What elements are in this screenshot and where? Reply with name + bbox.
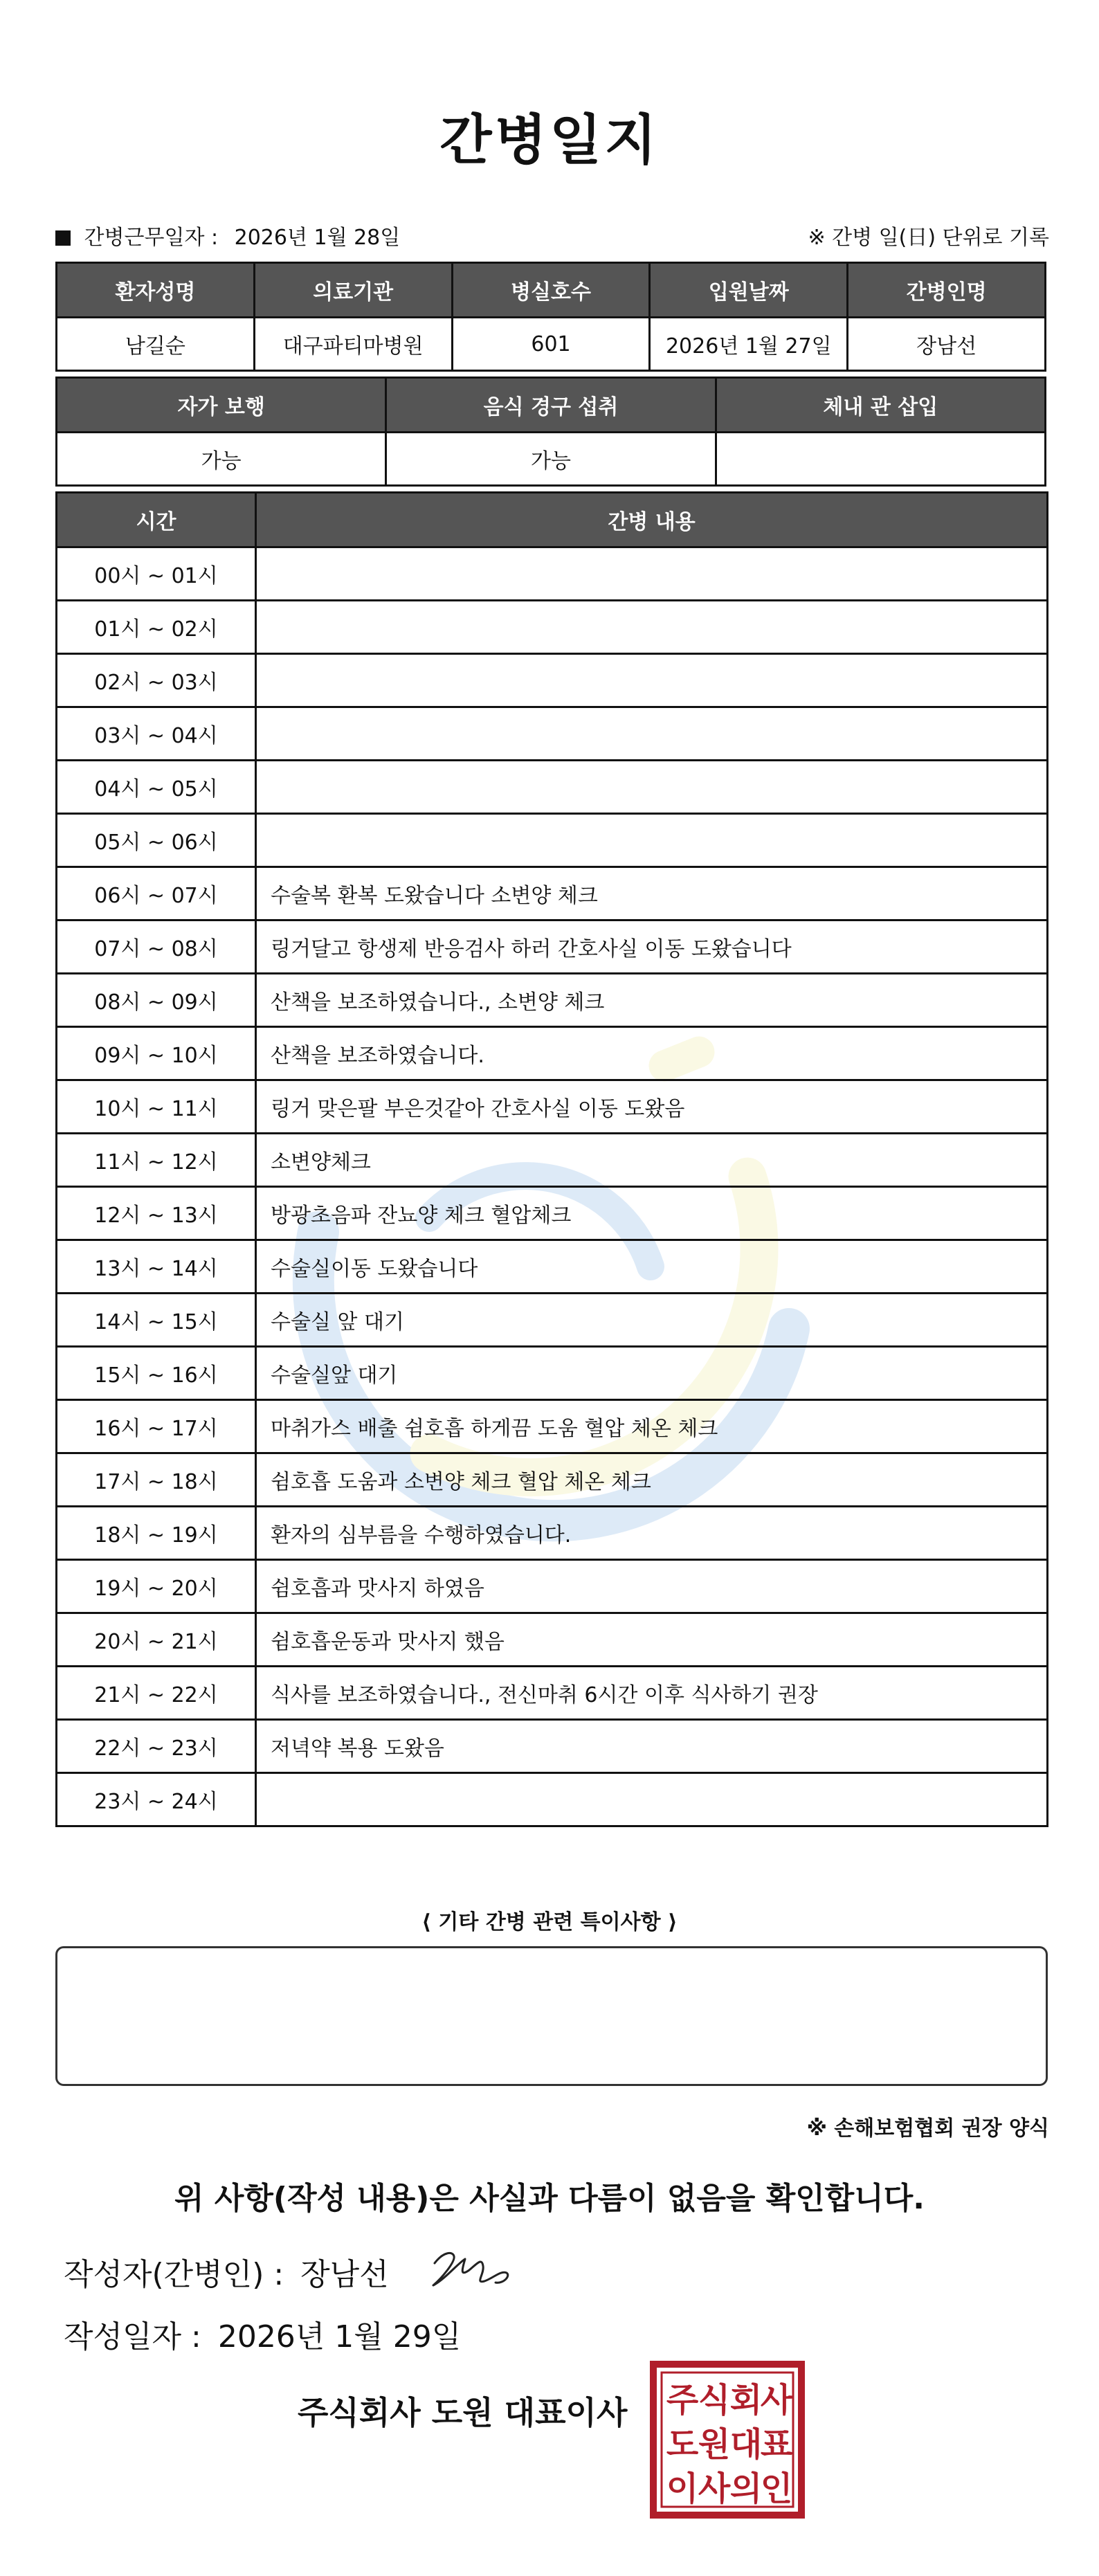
document-title: 간병일지 (439, 109, 660, 172)
table-row (57, 1453, 1048, 1507)
time-cell: 18시 ~ 19시 (57, 1507, 256, 1560)
table-row (57, 1347, 1048, 1400)
content-cell: 산책을 보조하였습니다., 소변양 체크 (256, 974, 1048, 1027)
time-cell: 05시 ~ 06시 (57, 814, 256, 867)
table-row (57, 1773, 1048, 1826)
abilities-table (55, 377, 1046, 487)
care-log-table (55, 491, 1048, 1827)
svg-text:원: 원 (698, 2425, 731, 2464)
table-header-row (57, 378, 1046, 433)
writer-label: 작성자(간병인) : (64, 2257, 284, 2292)
content-cell: 링거달고 항생제 반응검사 하러 간호사실 이동 도왔습니다 (256, 920, 1048, 974)
content-cell (256, 547, 1048, 601)
time-cell: 11시 ~ 12시 (57, 1134, 256, 1187)
special-notes-box (55, 1946, 1048, 2086)
content-cell: 쉼호흡 도움과 소변양 체크 혈압 체온 체크 (256, 1453, 1048, 1507)
content-cell: 수술실 앞 대기 (256, 1294, 1048, 1347)
time-cell: 06시 ~ 07시 (57, 867, 256, 920)
content-cell (256, 814, 1048, 867)
table-row (57, 1667, 1048, 1720)
svg-text:의: 의 (729, 2469, 763, 2508)
admission-date: 2026년 1월 27일 (650, 318, 848, 371)
content-cell: 산책을 보조하였습니다. (256, 1027, 1048, 1080)
content-cell: 소변양체크 (256, 1134, 1048, 1187)
header-self-walking: 자가 보행 (57, 378, 386, 433)
header-care-content: 간병 내용 (256, 493, 1048, 547)
time-cell: 01시 ~ 02시 (57, 601, 256, 654)
time-cell: 17시 ~ 18시 (57, 1453, 256, 1507)
time-cell: 20시 ~ 21시 (57, 1613, 256, 1667)
table-row (57, 1240, 1048, 1294)
content-cell (256, 761, 1048, 814)
header-hospital: 의료기관 (254, 263, 452, 318)
table-row (57, 1720, 1048, 1773)
table-row (57, 920, 1048, 974)
handwritten-signature (429, 2242, 519, 2298)
header-time: 시간 (57, 493, 256, 547)
content-cell (256, 654, 1048, 707)
table-row (57, 761, 1048, 814)
svg-text:표: 표 (760, 2425, 793, 2464)
time-cell: 13시 ~ 14시 (57, 1240, 256, 1294)
time-cell: 00시 ~ 01시 (57, 547, 256, 601)
write-date-label: 작성일자 : (64, 2319, 201, 2355)
time-cell: 08시 ~ 09시 (57, 974, 256, 1027)
content-cell: 환자의 심부름을 수행하였습니다. (256, 1507, 1048, 1560)
time-cell: 21시 ~ 22시 (57, 1667, 256, 1720)
table-row (57, 1400, 1048, 1453)
time-cell: 02시 ~ 03시 (57, 654, 256, 707)
table-row (57, 814, 1048, 867)
time-cell: 14시 ~ 15시 (57, 1294, 256, 1347)
header-room-number: 병실호수 (452, 263, 650, 318)
table-row (57, 433, 1046, 486)
confirmation-statement: 위 사항(작성 내용)은 사실과 다름이 없음을 확인합니다. (174, 2181, 925, 2216)
svg-text:사: 사 (760, 2381, 793, 2420)
header-patient-name: 환자성명 (57, 263, 255, 318)
work-date-value: 2026년 1월 28일 (234, 226, 401, 250)
patient-name: 남길순 (57, 318, 255, 371)
time-cell: 12시 ~ 13시 (57, 1187, 256, 1240)
svg-text:대: 대 (729, 2425, 763, 2464)
time-cell: 03시 ~ 04시 (57, 707, 256, 761)
work-date-label: 간병근무일자 : (84, 226, 219, 250)
content-cell: 식사를 보조하였습니다., 전신마취 6시간 이후 식사하기 권장 (256, 1667, 1048, 1720)
table-row (57, 1507, 1048, 1560)
header-caregiver-name: 간병인명 (848, 263, 1046, 318)
svg-text:이: 이 (666, 2469, 699, 2508)
svg-text:주: 주 (666, 2381, 699, 2420)
room-number: 601 (452, 318, 650, 371)
table-row (57, 318, 1046, 371)
content-cell (256, 707, 1048, 761)
table-row (57, 867, 1048, 920)
writer-line (64, 2249, 389, 2294)
table-row (57, 1080, 1048, 1134)
work-date-line (55, 220, 400, 251)
table-row (57, 1294, 1048, 1347)
content-cell (256, 1773, 1048, 1826)
content-cell: 쉼호흡운동과 맛사지 했음 (256, 1613, 1048, 1667)
square-bullet-icon (55, 230, 71, 246)
content-cell: 수술실앞 대기 (256, 1347, 1048, 1400)
write-date-value: 2026년 1월 29일 (217, 2319, 462, 2355)
special-notes-title: ⟨ 기타 간병 관련 특이사항 ⟩ (421, 1910, 678, 1934)
header-admission-date: 입원날짜 (650, 263, 848, 318)
content-cell: 저녁약 복용 도왔음 (256, 1720, 1048, 1773)
time-cell: 10시 ~ 11시 (57, 1080, 256, 1134)
svg-text:사: 사 (698, 2469, 731, 2508)
table-row (57, 1560, 1048, 1613)
time-cell: 07시 ~ 08시 (57, 920, 256, 974)
tube-insertion-value (716, 433, 1045, 486)
svg-text:인: 인 (760, 2469, 793, 2508)
table-row (57, 1187, 1048, 1240)
content-cell: 수술복 환복 도왔습니다 소변양 체크 (256, 867, 1048, 920)
time-cell: 15시 ~ 16시 (57, 1347, 256, 1400)
header-oral-intake: 음식 경구 섭취 (386, 378, 716, 433)
svg-text:식: 식 (698, 2381, 731, 2420)
time-cell: 04시 ~ 05시 (57, 761, 256, 814)
svg-text:도: 도 (666, 2425, 699, 2464)
time-cell: 22시 ~ 23시 (57, 1720, 256, 1773)
svg-text:회: 회 (729, 2381, 763, 2420)
table-row (57, 1027, 1048, 1080)
table-row (57, 547, 1048, 601)
time-cell: 23시 ~ 24시 (57, 1773, 256, 1826)
write-date-line (64, 2312, 461, 2356)
content-cell (256, 601, 1048, 654)
table-row (57, 1134, 1048, 1187)
time-cell: 16시 ~ 17시 (57, 1400, 256, 1453)
content-cell: 마취가스 배출 쉼호흡 하게끔 도움 혈압 체온 체크 (256, 1400, 1048, 1453)
table-row (57, 601, 1048, 654)
company-seal-stamp (649, 2360, 806, 2519)
content-cell: 방광초음파 잔뇨양 체크 혈압체크 (256, 1187, 1048, 1240)
hospital-name: 대구파티마병원 (254, 318, 452, 371)
content-cell: 수술실이동 도왔습니다 (256, 1240, 1048, 1294)
company-representative: 주식회사 도원 대표이사 (298, 2394, 628, 2431)
table-row (57, 654, 1048, 707)
time-cell: 19시 ~ 20시 (57, 1560, 256, 1613)
writer-name: 장남선 (300, 2257, 389, 2292)
header-tube-insertion: 체내 관 삽입 (716, 378, 1045, 433)
table-header-row (57, 493, 1048, 547)
content-cell: 쉼호흡과 맛사지 하였음 (256, 1560, 1048, 1613)
time-cell: 09시 ~ 10시 (57, 1027, 256, 1080)
table-row (57, 1613, 1048, 1667)
caregiver-name: 장남선 (848, 318, 1046, 371)
self-walking-value: 가능 (57, 433, 386, 486)
form-note: ※ 손해보험협회 권장 양식 (806, 2116, 1049, 2141)
oral-intake-value: 가능 (386, 433, 716, 486)
patient-info-table (55, 262, 1046, 372)
content-cell: 링거 맞은팔 부은것같아 간호사실 이동 도왔음 (256, 1080, 1048, 1134)
table-row (57, 974, 1048, 1027)
unit-note: ※ 간병 일(日) 단위로 기록 (808, 226, 1049, 250)
table-header-row (57, 263, 1046, 318)
table-row (57, 707, 1048, 761)
